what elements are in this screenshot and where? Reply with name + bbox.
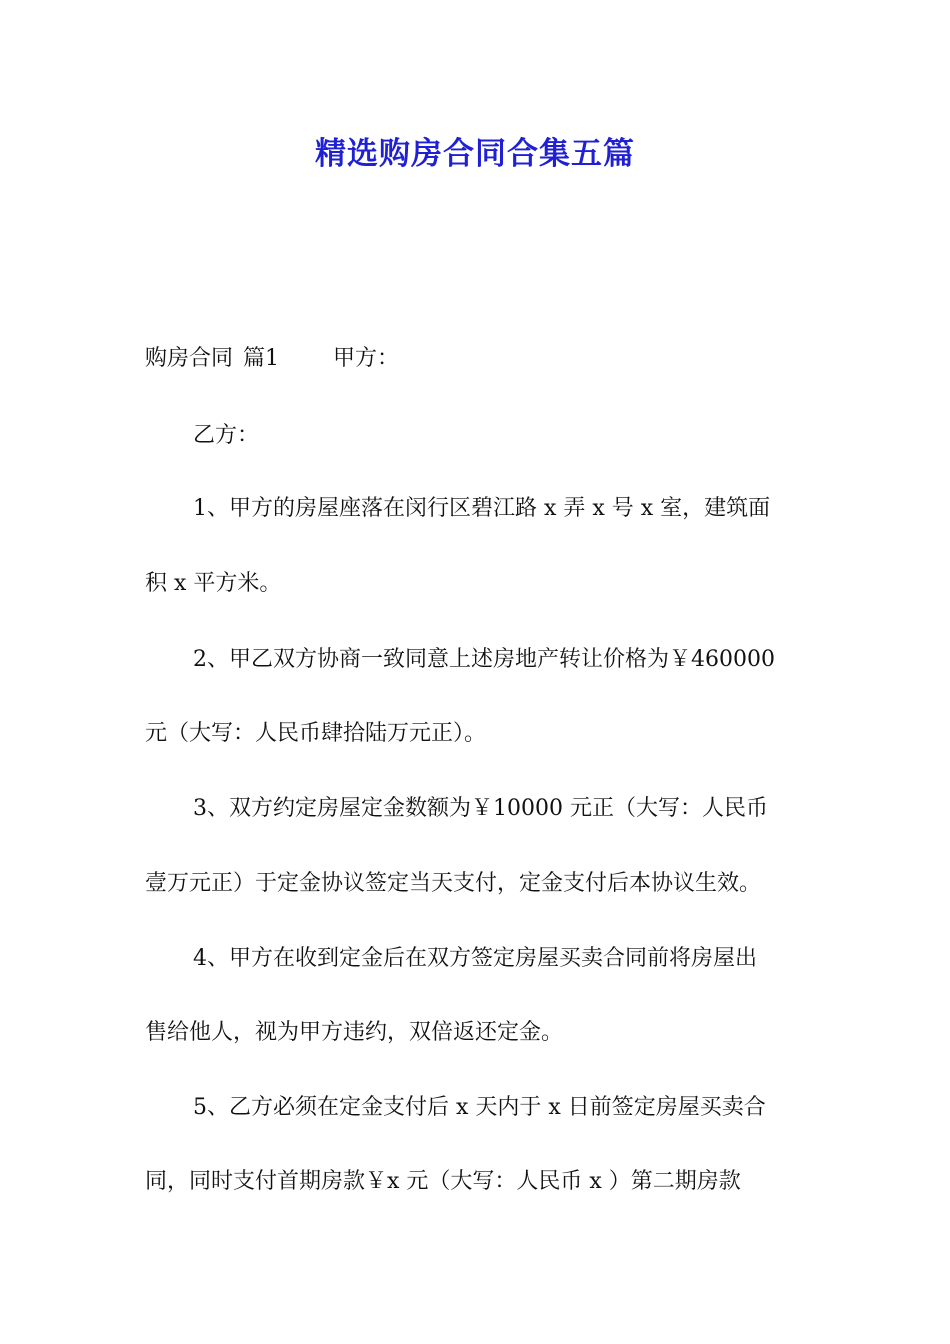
clause-1-line-1: 1、甲方的房屋座落在闵行区碧江路 x 弄 x 号 x 室，建筑面 xyxy=(193,496,771,521)
section-number: 篇1 xyxy=(243,346,280,371)
clause-2-line-2: 元（大写：人民币肆拾陆万元正）。 xyxy=(145,721,487,746)
clause-1-line-2: 积 x 平方米。 xyxy=(145,571,282,596)
section-heading-line xyxy=(145,344,810,374)
section-heading: 购房合同 xyxy=(145,346,234,371)
clause-4-line-2: 售给他人，视为甲方违约，双倍返还定金。 xyxy=(145,1020,564,1045)
clause-4-line-1: 4、甲方在收到定金后在双方签定房屋买卖合同前将房屋出 xyxy=(193,946,757,971)
clause-3-line-1: 3、双方约定房屋定金数额为￥10000 元正（大写：人民币 xyxy=(193,796,768,821)
party-b-label: 乙方： xyxy=(193,423,260,448)
clause-2-line-1: 2、甲乙双方协商一致同意上述房地产转让价格为￥460000 xyxy=(193,647,775,672)
clause-5-line-1: 5、乙方必须在定金支付后 x 天内于 x 日前签定房屋买卖合 xyxy=(193,1095,766,1120)
party-a-label: 甲方： xyxy=(333,346,400,371)
clause-5-line-2: 同，同时支付首期房款￥x 元（大写：人民币 x ）第二期房款 xyxy=(145,1169,741,1194)
document-title: 精选购房合同合集五篇 xyxy=(315,136,635,172)
clause-3-line-2: 壹万元正）于定金协议签定当天支付，定金支付后本协议生效。 xyxy=(145,871,762,896)
